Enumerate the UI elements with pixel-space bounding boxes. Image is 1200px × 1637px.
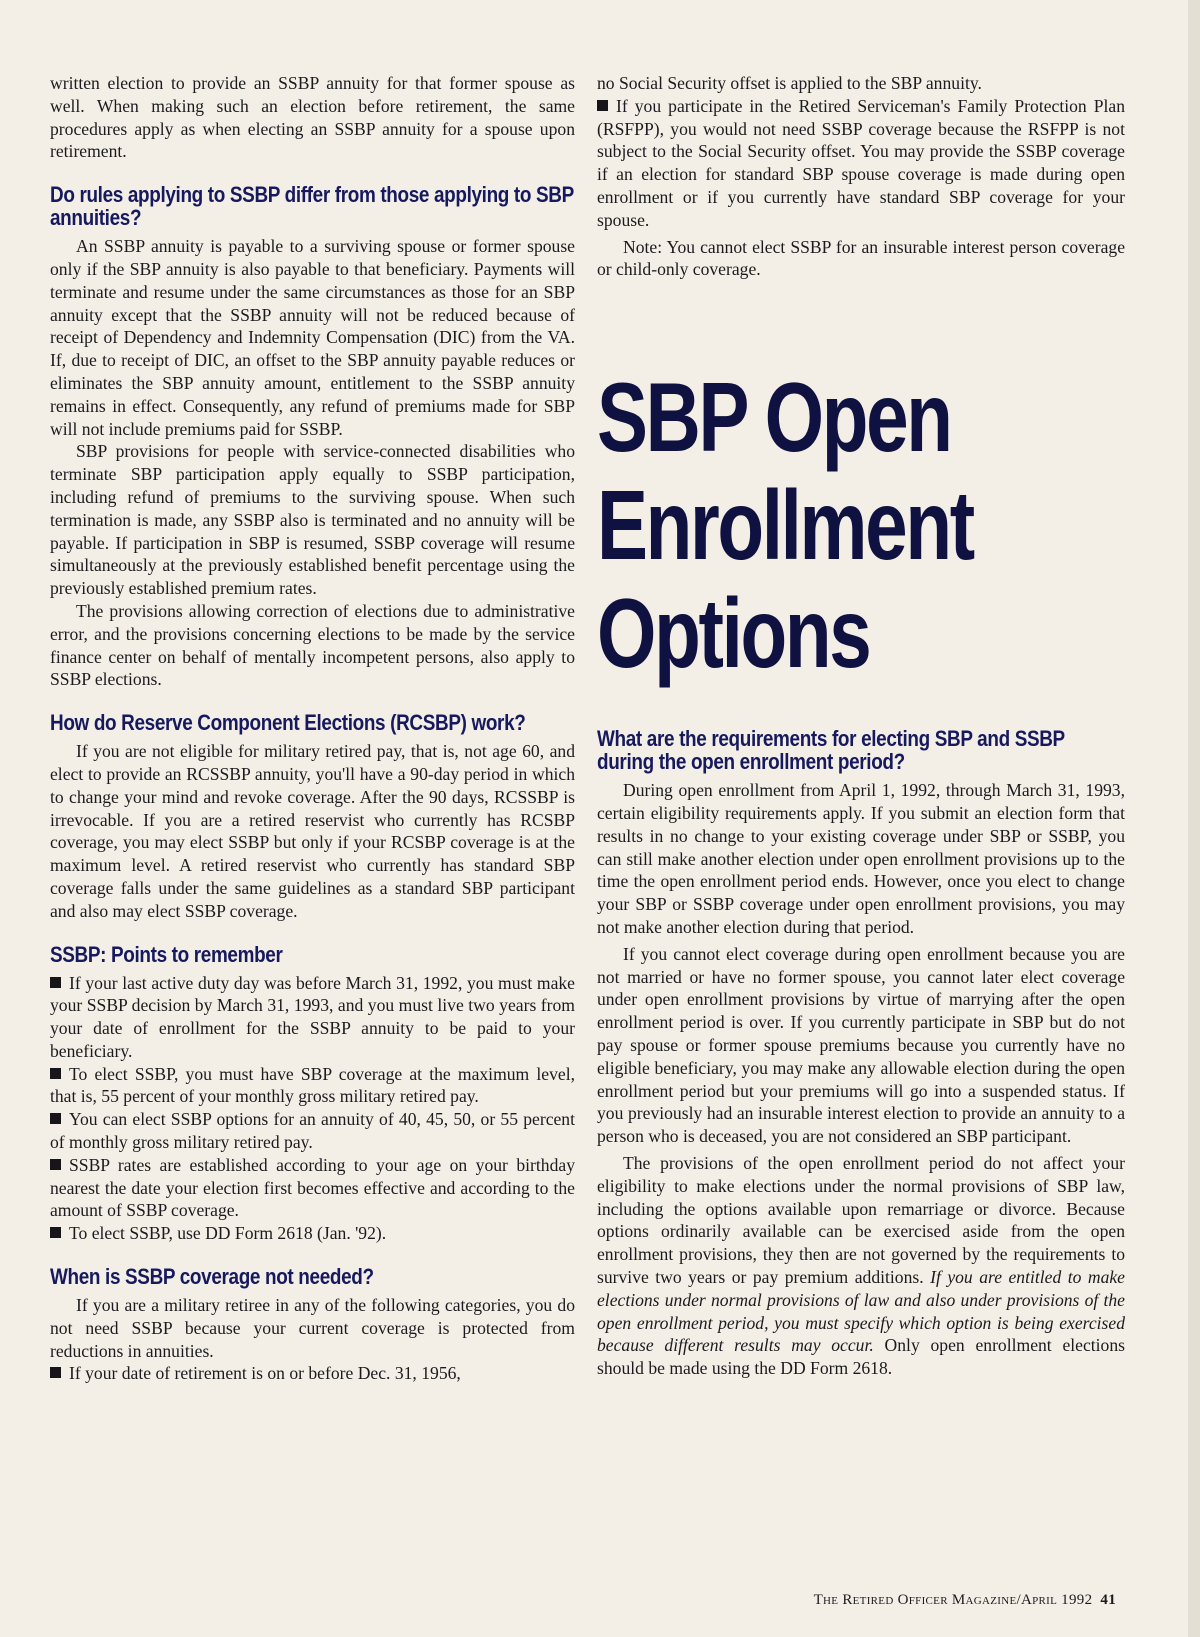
title-line: Enrollment xyxy=(597,470,973,581)
bullet-square-icon xyxy=(50,1367,61,1378)
list-item: If your date of retirement is on or before Dec. 31, 1956, xyxy=(50,1362,575,1385)
list-item: If you participate in the Retired Serviceman's Family Protection Plan (RSFPP), you would not need SSBP coverage because the RSFPP is not subject to the Social Security offset. You may provide the SSBP coverage if an election for standard SBP spouse coverage is made during open enrollment or if you currently have standard SBP coverage for your spouse. xyxy=(597,95,1125,230)
intro-paragraph: written election to provide an SSBP annuity for that former spouse as well. When making such an election before retirement, the same procedures apply as when electing an SSBP annuity for a spouse upon retirement. xyxy=(50,73,575,162)
paragraph: The provisions of the open enrollment period do not affect your eligibility to make elections under the normal provisions of SBP law, including the options available upon remarriage or divorce. Because options ordinarily available can be exercised aside from the open enrollment provisions, they then are not governed by the requirements to survive two years or pay premium additions. If you are entitled to make elections under normal provisions of law and also under provisions of the open enrollment period, you must specify which option is being exercised because different results may occur. Only open enrollment elections should be made using the DD Form 2618. xyxy=(597,1152,1125,1379)
paragraph: An SSBP annuity is payable to a surviving spouse or former spouse only if the SBP annuity is also payable to that beneficiary. Payments will terminate and resume under the same circumstances as those for an SBP annuity except that the SSBP annuity will not be reduced because of receipt of Dependency and Indemnity Compensation (DIC) from the VA. If, due to receipt of DIC, an offset to the SBP annuity payable reduces or eliminates the SBP annuity amount, entitlement to the SSBP annuity remains in effect. Consequently, any refund of premiums made for SBP will not include premiums paid for SSBP. xyxy=(50,236,575,439)
paragraph: If you are a military retiree in any of the following categories, you do not need SSBP because your current coverage is protected from reductions in annuities. xyxy=(50,1295,575,1361)
bullet-square-icon xyxy=(50,1159,61,1170)
paragraph: If you cannot elect coverage during open enrollment because you are not married or have no former spouse, you cannot later elect coverage under open enrollment provisions by virtue of marrying after the open enrollment period is over. If you currently participate in SBP but do not pay spouse or former spouse premiums because you currently have no eligible beneficiary, you may make any allowable election during the open enrollment period but your premiums will go into a suspended status. If you previously had an insurable interest election to provide an annuity to a person who is deceased, you are not considered an SBP participant. xyxy=(597,943,1125,1147)
paragraph: no Social Security offset is applied to the SBP annuity. xyxy=(597,73,982,93)
paragraph: If you are not eligible for military retired pay, that is, not age 60, and elect to provide an RCSSBP annuity, you'll have a 90-day period in which to change your mind and revoke coverage. After the 90 days, RCSSBP is irrevocable. If you are a retired reservist who currently has RCSBP coverage, you may elect SSBP but only if your RCSBP coverage is at the maximum level. A retired reservist who currently has standard SBP coverage falls under the same guidelines as a standard SBP participant and also may elect SSBP coverage. xyxy=(50,741,575,921)
bullet-square-icon xyxy=(597,100,608,111)
page-number: 41 xyxy=(1100,1592,1116,1608)
paragraph: SBP provisions for people with service-connected disabilities who terminate SBP participation apply equally to SSBP participation, including refund of premiums to the surviving spouse. When such termination is made, any SSBP also is terminated and no annuity will be payable. If participation in SBP is resumed, SSBP coverage will resume simultaneously at the previously established benefit percentage using the previously established premium rates. xyxy=(50,441,575,599)
bullet-square-icon xyxy=(50,977,61,988)
heading-rules-differ: Do rules applying to SSBP differ from those applying to SBP annuities? xyxy=(50,182,574,231)
article-title xyxy=(597,363,1009,687)
paragraph: The provisions allowing correction of elections due to administrative error, and the provisions concerning elections to be made by the service finance center on behalf of mentally incompetent persons, also apply to SSBP elections. xyxy=(50,600,575,690)
points-list xyxy=(50,972,575,1246)
heading-reserve-elections: How do Reserve Component Elections (RCSBP) work? xyxy=(50,710,526,736)
bullet-square-icon xyxy=(50,1068,61,1079)
list-item: To elect SSBP, use DD Form 2618 (Jan. '92). xyxy=(50,1222,575,1245)
note-paragraph: Note: You cannot elect SSBP for an insurable interest person coverage or child-only coverage. xyxy=(597,236,1125,280)
magazine-credit: The Retired Officer Magazine/April 1992 xyxy=(813,1592,1093,1608)
paragraph: During open enrollment from April 1, 1992, through March 31, 1993, certain eligibility requirements apply. If you submit an election form that results in no change to your existing coverage under SBP or SSBP, you can still make another election under open enrollment provisions up to the time the open enrollment period ends. However, once you elect to change your SBP or SSBP coverage under open enrollment provisions, you may not make another election during that period. xyxy=(597,780,1125,937)
title-line: Options xyxy=(597,578,870,689)
heading-not-needed: When is SSBP coverage not needed? xyxy=(50,1264,374,1290)
list-item: To elect SSBP, you must have SBP coverage at the maximum level, that is, 55 percent of your monthly gross military retired pay. xyxy=(50,1063,575,1107)
left-column xyxy=(50,72,575,1385)
heading-requirements: What are the requirements for electing SBP and SSBP during the open enrollment period? xyxy=(597,726,1065,775)
heading-points-to-remember: SSBP: Points to remember xyxy=(50,941,283,967)
bullet-square-icon xyxy=(50,1227,61,1238)
right-column xyxy=(597,72,1125,1380)
title-line: SBP Open xyxy=(597,362,951,473)
bullet-square-icon xyxy=(50,1113,61,1124)
list-item: SSBP rates are established according to your age on your birthday nearest the date your election first becomes effective and according to the amount of SSBP coverage. xyxy=(50,1154,575,1221)
page-footer xyxy=(814,1592,1116,1609)
italic-emphasis: If you are entitled to make elections under normal provisions of law and also under provisions of the open enrollment period, you must specify which option is being exercised because different results may occur. xyxy=(597,1266,1125,1356)
list-item: You can elect SSBP options for an annuity of 40, 45, 50, or 55 percent of monthly gross military retired pay. xyxy=(50,1109,575,1153)
page-edge xyxy=(1188,0,1200,1637)
list-item: If your last active duty day was before March 31, 1992, you must make your SSBP decision by March 31, 1993, and you must live two years from your date of enrollment for the SSBP annuity to be paid to your beneficiary. xyxy=(50,972,575,1061)
